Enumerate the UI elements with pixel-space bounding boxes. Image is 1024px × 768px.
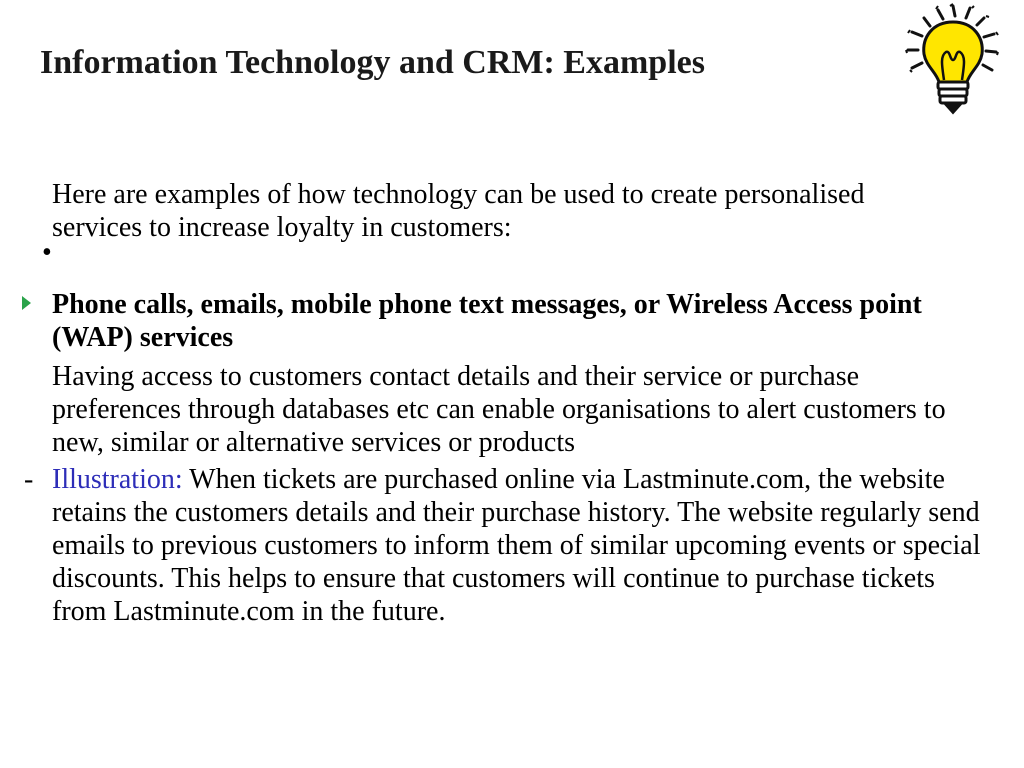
illustration-label: Illustration: — [52, 464, 183, 495]
illustration-text: When tickets are purchased online via Lastminute.com, the website retains the customers details and their purchase history. The website regularly send emails to previous customers to inform them of similar upcoming events or special discounts. This helps to ensure that customers will continue to purchase tickets from Lastminute.com in the future. — [52, 464, 981, 627]
intro-paragraph: Here are examples of how technology can be used to create personalised services to increase loyalty in customers: — [52, 179, 865, 243]
slide-title: Information Technology and CRM: Examples — [40, 44, 705, 81]
body-paragraph: Having access to customers contact details and their service or purchase preferences through databases etc can enable organisations to alert customers to new, similar or alternative services or products — [52, 361, 946, 458]
dash-bullet: - — [24, 464, 34, 495]
arrow-bullet-icon — [22, 296, 31, 310]
lightbulb-icon — [898, 2, 1008, 118]
bullet-heading: Phone calls, emails, mobile phone text messages, or Wireless Access point (WAP) services — [52, 289, 922, 353]
empty-bullet: • — [42, 237, 52, 268]
illustration-paragraph — [52, 463, 992, 628]
